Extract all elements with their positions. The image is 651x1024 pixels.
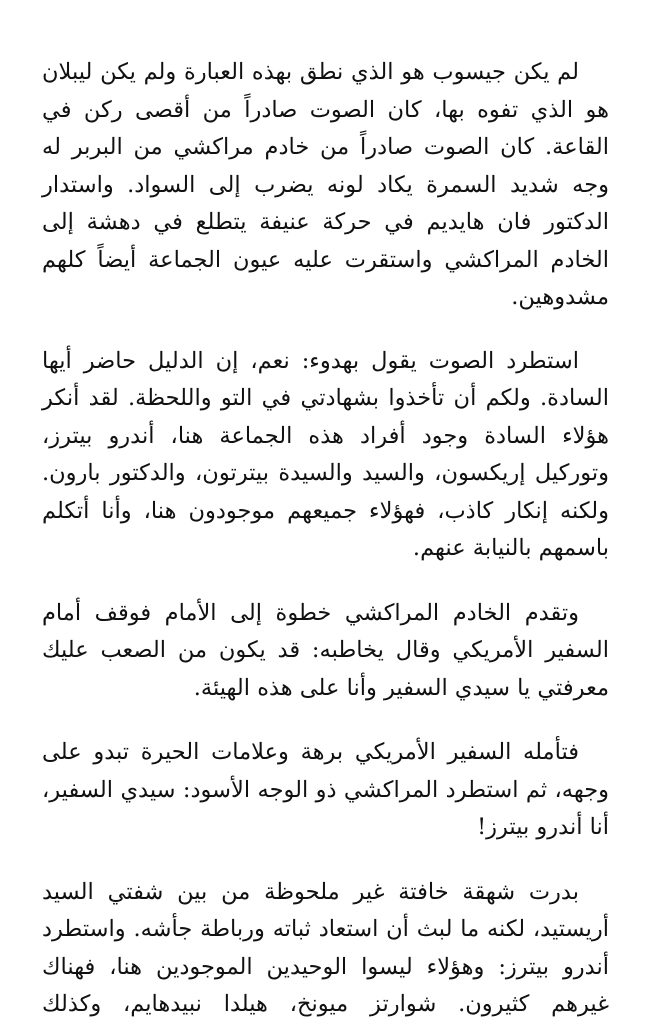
paragraph-3: وتقدم الخادم المراكشي خطوة إلى الأمام فوقف أمام السفير الأمريكي وقال يخاطبه: قد يكون من الصعب عليك معرفتي يا سيدي السفير وأنا على هذه الهيئة. <box>42 599 609 701</box>
paragraph-2: استطرد الصوت يقول بهدوء: نعم، إن الدليل حاضر أيها السادة. ولكم أن تأخذوا بشهادتي في التو واللحظة. لقد أنكر هؤلاء السادة وجود أفراد هذه الجماعة هنا، أندرو بيترز، وتوركيل إريكسون، والسيد والسيدة بيترتون، والدكتور بارون. ولكنه إنكار كاذب، فهؤلاء جميعهم موجودون هنا، وأنا أتكلم باسمهم بالنيابة عنهم. <box>42 347 609 561</box>
paragraph-5: بدرت شهقة خافتة غير ملحوظة من بين شفتي السيد أريستيد، لكنه ما لبث أن استعاد ثباته ورباطة جأشه. واستطرد أندرو بيترز: وهؤلاء ليسوا الوحيدين الموجودين هنا، فهناك غيرهم كثيرون. شوارتز ميونخ، هيلدا نبيدهايم، وكذلك <box>42 878 609 1017</box>
paragraph-4: فتأمله السفير الأمريكي برهة وعلامات الحيرة تبدو على وجهه، ثم استطرد المراكشي ذو الوجه الأسود: سيدي السفير، أنا أندرو بيترز! <box>42 739 609 840</box>
paragraph-1: لم يكن جيسوب هو الذي نطق بهذه العبارة ولم يكن ليبلان هو الذي تفوه بها، كان الصوت صادراً من أقصى ركن في القاعة. كان الصوت صادراً من خادم مراكشي من البربر له وجه شديد السمرة يكاد لونه يضرب إلى السواد. واستدار الدكتور فان هايديم في حركة عنيفة يتطلع في دهشة إلى الخادم المراكشي واستقرت عليه عيون الجماعة أيضاً كلهم مشدوهين. <box>42 59 609 310</box>
